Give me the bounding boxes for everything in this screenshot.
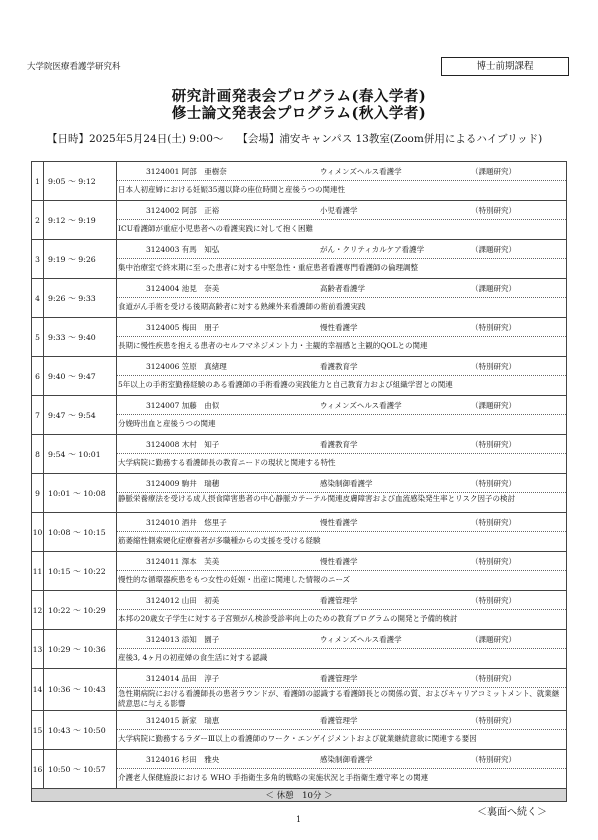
session-number: 7 (32, 396, 44, 435)
presenter-line (117, 435, 566, 454)
presenter-field: ウィメンズヘルス看護学 (320, 167, 402, 176)
presenter-field: ウィメンズヘルス看護学 (320, 401, 402, 410)
session-detail (117, 162, 567, 201)
session-detail (117, 318, 567, 357)
session-time: 9:19 ～ 9:26 (44, 240, 117, 279)
presenter-id-name: 3124008 木村 知子 (146, 440, 220, 449)
session-number: 6 (32, 357, 44, 396)
presenter-field: がん・クリティカルケア看護学 (320, 245, 425, 254)
research-type: （課題研究） (471, 167, 516, 176)
presenter-line (117, 591, 566, 610)
research-type: （特別研究） (471, 716, 516, 725)
research-type: （特別研究） (471, 596, 516, 605)
page-number: 1 (296, 815, 302, 824)
department-name: 大学院医療看護学研究科 (27, 62, 121, 72)
session-detail (117, 591, 567, 630)
course-badge: 博士前期課程 (441, 57, 569, 76)
presenter-id-name: 3124003 有馬 知弘 (146, 245, 220, 254)
presenter-line (117, 201, 566, 220)
session-row (32, 669, 567, 711)
presenter-field: ウィメンズヘルス看護学 (320, 635, 402, 644)
session-time: 9:47 ～ 9:54 (44, 396, 117, 435)
research-title: 大学病院に勤務する看護師長の教育ニードの現状と関連する特性 (118, 458, 336, 467)
session-detail (117, 552, 567, 591)
session-number: 5 (32, 318, 44, 357)
session-row (32, 318, 567, 357)
session-number: 1 (32, 162, 44, 201)
presenter-id-name: 3124005 梅田 朋子 (146, 323, 220, 332)
session-time: 9:54 ～ 10:01 (44, 435, 117, 474)
presenter-line (117, 513, 566, 532)
presenter-line (117, 240, 566, 259)
research-type: （特別研究） (471, 518, 516, 527)
presenter-line (117, 279, 566, 298)
presenter-id-name: 3124012 山田 初美 (146, 596, 220, 605)
session-row (32, 513, 567, 552)
session-time: 10:08 ～ 10:15 (44, 513, 117, 552)
research-type: （課題研究） (471, 401, 516, 410)
research-type: （課題研究） (471, 245, 516, 254)
session-number: 10 (32, 513, 44, 552)
research-type: （特別研究） (471, 323, 516, 332)
session-time: 10:50 ～ 10:57 (44, 750, 117, 789)
session-detail (117, 357, 567, 396)
presenter-line (117, 396, 566, 415)
session-time: 9:05 ～ 9:12 (44, 162, 117, 201)
presenter-field: 小児看護学 (320, 206, 358, 215)
presenter-line (117, 552, 566, 571)
session-row (32, 396, 567, 435)
presenter-line (117, 318, 566, 337)
session-number: 3 (32, 240, 44, 279)
session-time: 9:12 ～ 9:19 (44, 201, 117, 240)
presenter-field: 慢性看護学 (320, 557, 358, 566)
session-row (32, 240, 567, 279)
presenter-id-name: 3124002 阿部 正裕 (146, 206, 220, 215)
session-row (32, 591, 567, 630)
research-title: 産後3, 4ヶ月の初産婦の食生活に対する認識 (118, 653, 268, 662)
presenter-line (117, 669, 566, 688)
session-number: 15 (32, 711, 44, 750)
session-number: 4 (32, 279, 44, 318)
presenter-id-name: 3124007 加藤 由似 (146, 401, 220, 410)
session-number: 14 (32, 669, 44, 711)
program-table (31, 161, 567, 802)
presenter-line (117, 750, 566, 769)
session-number: 12 (32, 591, 44, 630)
event-info (47, 131, 542, 146)
session-detail (117, 750, 567, 789)
session-detail (117, 240, 567, 279)
break-row (32, 789, 567, 802)
session-row (32, 552, 567, 591)
research-title: 5年以上の手術室勤務経験のある看護師の手術看護の実践能力と自己教育力および組織学習との関連 (118, 380, 453, 389)
research-title: 本邦の20歳女子学生に対する子宮頸がん検診受診率向上のための教育プログラムの開発と予備的検討 (118, 614, 458, 623)
presenter-field: 看護管理学 (320, 716, 358, 725)
presenter-field: 高齢者看護学 (320, 284, 365, 293)
research-title: 大学病院に勤務するラダーⅢ以上の看護師のワーク・エンゲイジメントおよび就業継続意欲に関連する要因 (118, 734, 477, 743)
presenter-line (117, 474, 566, 493)
session-number: 8 (32, 435, 44, 474)
presenter-id-name: 3124011 澤本 芙美 (146, 557, 220, 566)
presenter-id-name: 3124014 品田 淳子 (146, 674, 220, 683)
research-title: 集中治療室で終末期に至った患者に対する中堅急性・重症患者看護専門看護師の倫理調整 (118, 263, 418, 272)
session-number: 11 (32, 552, 44, 591)
research-type: （特別研究） (471, 557, 516, 566)
research-type: （特別研究） (471, 206, 516, 215)
research-title: 慢性的な循環器疾患をもつ女性の妊娠・出産に関連した情報のニーズ (118, 575, 351, 584)
presenter-field: 感染制御看護学 (320, 755, 373, 764)
session-detail (117, 435, 567, 474)
session-time: 9:40 ～ 9:47 (44, 357, 117, 396)
session-row (32, 357, 567, 396)
session-detail (117, 630, 567, 669)
session-detail (117, 279, 567, 318)
presenter-line (117, 357, 566, 376)
session-row (32, 201, 567, 240)
presenter-id-name: 3124013 添知 園子 (146, 635, 220, 644)
session-detail (117, 474, 567, 513)
research-title: 日本人初産婦における妊娠35週以降の座位時間と産後うつの関連性 (118, 185, 346, 194)
presenter-field: 看護教育学 (320, 362, 358, 371)
session-time: 9:26 ～ 9:33 (44, 279, 117, 318)
break-label: ＜ 休憩 10分 ＞ (32, 789, 567, 802)
session-time: 10:29 ～ 10:36 (44, 630, 117, 669)
research-title: 介護老人保健施設における WHO 手指衛生多角的戦略の実施状況と手指衛生遵守率との関連 (118, 773, 429, 782)
session-row (32, 279, 567, 318)
event-venue: 【会場】浦安キャンパス 13教室(Zoom併用によるハイブリッド) (237, 133, 543, 145)
continue-note: ＜裏面へ続く＞ (477, 807, 547, 818)
research-title: 静脈栄養療法を受ける成人摂食障害患者の中心静脈カテーテル関連皮膚障害および血流感染発生率とリスク因子の検討 (118, 494, 515, 503)
session-detail (117, 513, 567, 552)
program-title-2: 修士論文発表会プログラム(秋入学者) (171, 105, 427, 122)
session-row (32, 750, 567, 789)
research-title: 分娩時出血と産後うつの関連 (118, 419, 216, 428)
session-number: 2 (32, 201, 44, 240)
research-title: 急性期病院における看護師長の患者ラウンドが、看護師の認識する看護師長との関係の質、およびキャリアコミットメント、就業継続意思に与える影響 (118, 689, 560, 708)
session-time: 10:43 ～ 10:50 (44, 711, 117, 750)
presenter-line (117, 711, 566, 730)
session-detail (117, 396, 567, 435)
session-time: 10:01 ～ 10:08 (44, 474, 117, 513)
research-title: 長期に慢性疾患を抱える患者のセルフマネジメント力・主観的幸福感と主観的QOLとの関連 (118, 341, 428, 350)
session-time: 9:33 ～ 9:40 (44, 318, 117, 357)
session-row (32, 162, 567, 201)
research-type: （特別研究） (471, 440, 516, 449)
presenter-field: 看護管理学 (320, 596, 358, 605)
session-row (32, 474, 567, 513)
session-time: 10:22 ～ 10:29 (44, 591, 117, 630)
session-detail (117, 201, 567, 240)
research-type: （特別研究） (471, 479, 516, 488)
presenter-id-name: 3124009 駒井 瑞穂 (146, 479, 220, 488)
session-row (32, 630, 567, 669)
presenter-id-name: 3124010 酒井 悠里子 (146, 518, 227, 527)
presenter-id-name: 3124015 新家 瑞恵 (146, 716, 220, 725)
presenter-id-name: 3124006 笠原 真緒理 (146, 362, 227, 371)
presenter-id-name: 3124004 池見 奈美 (146, 284, 220, 293)
research-type: （課題研究） (471, 635, 516, 644)
presenter-line (117, 162, 566, 181)
research-title: 食道がん手術を受ける後期高齢者に対する熟練外来看護師の術前看護実践 (118, 302, 366, 311)
presenter-field: 看護教育学 (320, 440, 358, 449)
research-title: 筋萎縮性側索硬化症療養者が多職種からの支援を受ける経験 (118, 536, 321, 545)
presenter-id-name: 3124001 阿部 亜樹奈 (146, 167, 227, 176)
session-number: 13 (32, 630, 44, 669)
session-row (32, 435, 567, 474)
presenter-field: 感染制御看護学 (320, 479, 373, 488)
session-row (32, 711, 567, 750)
session-time: 10:36 ～ 10:43 (44, 669, 117, 711)
presenter-field: 看護管理学 (320, 674, 358, 683)
research-type: （特別研究） (471, 755, 516, 764)
presenter-field: 慢性看護学 (320, 518, 358, 527)
research-type: （特別研究） (471, 674, 516, 683)
session-number: 16 (32, 750, 44, 789)
session-time: 10:15 ～ 10:22 (44, 552, 117, 591)
session-number: 9 (32, 474, 44, 513)
research-type: （特別研究） (471, 362, 516, 371)
research-type: （課題研究） (471, 284, 516, 293)
session-detail (117, 711, 567, 750)
session-detail (117, 669, 567, 711)
presenter-line (117, 630, 566, 649)
program-title-1: 研究計画発表会プログラム(春入学者) (171, 88, 427, 105)
event-date: 【日時】2025年5月24日(土) 9:00～ (47, 133, 224, 145)
presenter-id-name: 3124016 杉田 雅央 (146, 755, 220, 764)
presenter-field: 慢性看護学 (320, 323, 358, 332)
research-title: ICU看護師が重症小児患者への看護実践に対して抱く困難 (118, 224, 314, 233)
